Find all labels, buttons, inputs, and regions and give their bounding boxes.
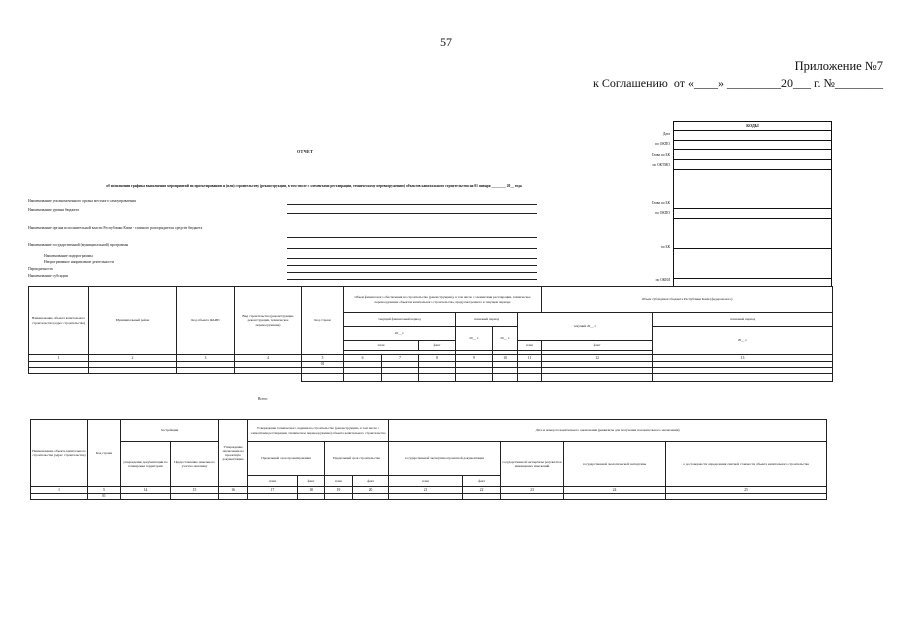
col-number: 15 — [171, 487, 219, 494]
th-permit: Предоставление земельного участка заказчику — [171, 442, 219, 487]
col-number: 9 — [456, 355, 493, 362]
th-planned-period-2: плановый период — [653, 313, 833, 327]
th-y20: 20__ г. — [653, 327, 833, 355]
th-current-20: текущий 20__ г. — [518, 313, 653, 341]
th-approved-docs: утверждение документации по планировке территории — [121, 442, 171, 487]
th-construction-term: Предельный срок строительства — [325, 442, 389, 476]
th-year-2: 20__ г. — [493, 327, 518, 351]
th-fact: факт — [419, 341, 456, 351]
page-number: 57 — [440, 35, 452, 49]
code-label: по ОКПО — [655, 211, 670, 215]
col-number: 5 — [88, 487, 121, 494]
th-year-1: 20__ г. — [456, 327, 493, 351]
th-object-code: Код объекта ФАИП — [177, 287, 235, 355]
th-plan: план — [344, 341, 419, 351]
col-number: 24 — [564, 487, 666, 494]
code-label: по ОКПО — [655, 142, 670, 146]
total-label: Всего: — [258, 397, 268, 401]
col-number: 13 — [653, 355, 833, 362]
report-title: ОТЧЕТ — [297, 149, 314, 154]
codes-box — [673, 121, 832, 287]
fill-line — [287, 265, 537, 266]
row-code-cell: 01 — [302, 362, 344, 368]
th-plan: план — [518, 341, 542, 351]
code-label: Глава по БК — [651, 153, 670, 157]
code-label: по БК — [660, 245, 670, 249]
th-current-year: текущий финансовый период — [344, 313, 456, 327]
col-number: 23 — [501, 487, 564, 494]
col-number: 10 — [493, 355, 518, 362]
code-label: Дата — [662, 132, 670, 136]
fill-line — [287, 213, 537, 214]
fill-line — [287, 248, 537, 249]
col-number: 11 — [518, 355, 542, 362]
th-fact: факт — [353, 476, 389, 487]
field-label: Наименование государственной (муниципальной) программы — [28, 243, 129, 247]
th-design-term: Предельный срок проектирования — [248, 442, 325, 476]
code-label: по ОКТМО — [652, 163, 670, 167]
field-label: Наименование подпрограммы — [44, 254, 93, 258]
th-approval: Утверждение заключения на проектную документацию — [219, 420, 248, 487]
field-label: Непрограммное направление деятельности — [44, 260, 114, 264]
col-number: 22 — [463, 487, 501, 494]
col-number: 5 — [302, 355, 344, 362]
fill-line — [287, 237, 537, 238]
col-number: 6 — [344, 355, 382, 362]
col-number: 25 — [666, 487, 827, 494]
col-number: 4 — [235, 355, 302, 362]
th-budget-share: Объем субсидии из бюджета Республики Коми (федерального) — [542, 287, 833, 313]
col-number: 2 — [89, 355, 177, 362]
col-number: 18 — [298, 487, 325, 494]
th-object-name: Наименование объекта капитального строительства (адрес строительства) — [29, 287, 89, 355]
col-number: 8 — [419, 355, 456, 362]
col-number: 7 — [382, 355, 419, 362]
th-municipality: Муниципальный район — [89, 287, 177, 355]
col-number: 1 — [31, 487, 88, 494]
th-conclusions: Дата и номер положительного заключения (реквизиты для получения положительного заключения) — [389, 420, 827, 442]
col-number: 20 — [353, 487, 389, 494]
th-row-code: Код строки — [302, 287, 344, 355]
field-label: Наименование субсидии — [28, 274, 68, 278]
col-number: 12 — [542, 355, 653, 362]
th-fact: факт — [542, 341, 653, 351]
fill-line — [287, 272, 537, 273]
th-fact: факт — [298, 476, 325, 487]
col-number: 1 — [29, 355, 89, 362]
th-customer: Застройщик — [121, 420, 219, 442]
col-number: 3 — [177, 355, 235, 362]
col-number: 17 — [248, 487, 298, 494]
th-object-name: Наименование объекта капитального строительства (адрес строительства) — [31, 420, 88, 487]
table-documentation — [30, 419, 827, 500]
field-label: Наименование уполномоченного органа местного самоуправления — [28, 199, 136, 203]
th-plan: план — [325, 476, 353, 487]
th-cost-check: о достоверности определения сметной стоимости объекта капитального строительства — [666, 442, 827, 487]
th-plan: план — [248, 476, 298, 487]
field-label: Наименование уровня бюджета — [28, 208, 79, 212]
th-obligations: Объем финансового обеспечения на строительство (реконструкцию), в том числе с элементами реставрации, техническое перевооружение объектов капитального строительства, предусмотренного в текущем периоде — [344, 287, 542, 313]
col-number: 19 — [325, 487, 353, 494]
col-number: 21 — [389, 487, 463, 494]
row-code-cell: 01 — [88, 494, 121, 500]
fill-line — [287, 204, 537, 205]
code-label: Глава по БК — [651, 201, 670, 205]
th-envir: государственной экологической экспертизы — [564, 442, 666, 487]
fill-line — [287, 279, 537, 280]
agreement-line: к Соглашению от «____» _________20___ г. №________ — [593, 76, 883, 90]
field-label: Наименование органа исполнительной власти Республики Коми - главного распорядителя средств бюджета — [28, 226, 203, 230]
field-label: Периодичность — [28, 267, 54, 271]
th-planning-period: плановый период — [456, 313, 518, 327]
th-plan: план — [389, 476, 463, 487]
table-schedule — [28, 286, 833, 382]
th-state-expertise-2: государственной экспертизы результатов инженерных изысканий — [501, 442, 564, 487]
fill-line — [287, 258, 537, 259]
th-assignment: Утверждение технического задания на строительство (реконструкцию, в том числе с элементами реставрации, техническое перевооружение) объекта капитального строительства — [248, 420, 389, 442]
th-activity-type: Вид строительства (реконструкция, реконструкция, техническое перевооружение) — [235, 287, 302, 355]
code-label: по ОКЕИ — [655, 278, 670, 282]
appendix-title: Приложение №7 — [794, 59, 883, 73]
th-year-current: 20__ г. — [344, 327, 456, 341]
report-subtitle: об исполнении графика выполнения мероприятий по проектированию и (или) строительству (реконструкции, в том числе с элементами реставрации, техническому перевооружению) объектов капитального строительства на 01 января ________ 20__ года — [106, 184, 522, 188]
th-state-expertise: государственной экспертизы проектной документации — [389, 442, 501, 476]
col-number: 16 — [219, 487, 248, 494]
th-row-code: Код строки — [88, 420, 121, 487]
codes-header: КОДЫ — [746, 123, 759, 128]
col-number: 14 — [121, 487, 171, 494]
th-fact: факт — [463, 476, 501, 487]
